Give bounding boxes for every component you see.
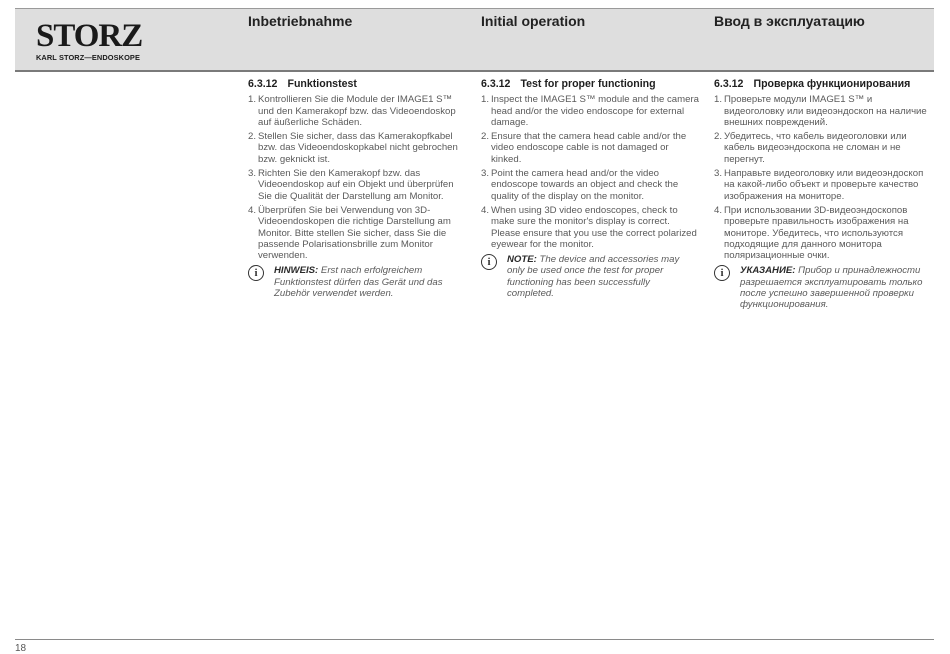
step-item [248, 205, 466, 261]
note-label: HINWEIS: [274, 265, 319, 277]
step-text: Überprüfen Sie bei Verwendung von 3D-Videoendoskopen die richtige Darstellung am Monitor. Bitte stellen Sie sicher, dass Sie die passende Polarisationsbrille zum Monitor verwenden. [258, 204, 451, 262]
step-item [481, 168, 699, 202]
section-title [714, 79, 932, 90]
info-icon: i [248, 265, 264, 281]
step-item [248, 168, 466, 202]
step-item [714, 131, 932, 165]
step-number: 2. [481, 131, 490, 143]
section-number: 6.3.12 [714, 78, 744, 90]
header-russian: Ввод в эксплуатацию [714, 13, 865, 29]
note-box [481, 254, 699, 299]
logo-wordmark: STORZ [36, 18, 143, 54]
step-number: 2. [248, 131, 257, 143]
column-english [481, 79, 699, 299]
step-item [714, 168, 932, 202]
step-text: Ensure that the camera head cable and/or the video endoscope cable is not damaged or kinked. [491, 131, 687, 165]
step-text: Inspect the IMAGE1 S™ module and the camera head and/or the video endoscope for external damage. [491, 94, 699, 128]
step-item [481, 131, 699, 165]
footer-rule [15, 639, 934, 640]
step-text: Richten Sie den Kamerakopf bzw. das Videoendoskop auf ein Objekt und überprüfen Sie die Qualität der Darstellung am Monitor. [258, 168, 454, 202]
step-item [714, 94, 932, 128]
step-number: 4. [248, 204, 257, 216]
note-box [714, 265, 932, 310]
steps-list [481, 94, 699, 250]
header-divider [15, 70, 934, 72]
section-heading: Проверка функционирования [753, 78, 911, 90]
header-english: Initial operation [481, 13, 586, 29]
step-text: Убедитесь, что кабель видеоголовки или кабель видеоэндоскопа не сломан и не перегнут. [724, 131, 907, 165]
step-number: 3. [481, 168, 490, 180]
step-item [481, 205, 699, 250]
section-title [248, 79, 466, 90]
steps-list [714, 94, 932, 261]
page-number: 18 [15, 643, 27, 654]
step-item [248, 131, 466, 165]
step-item [248, 94, 466, 128]
section-heading: Funktionstest [287, 78, 357, 90]
step-text: При использовании 3D-видеоэндоскопов проверьте правильность изображения на мониторе. Убедитесь, что используются подходящие для данного монитора поляризационные очки. [724, 204, 909, 262]
step-text: Point the camera head and/or the video endoscope towards an object and check the quality of the display on the monitor. [491, 168, 679, 202]
note-text: The device and accessories may only be used once the test for proper functioning has been successfully completed. [507, 254, 680, 300]
logo-subline: KARL STORZ—ENDOSKOPE [36, 53, 140, 62]
step-number: 2. [714, 131, 723, 143]
info-icon: i [714, 265, 730, 281]
step-text: Проверьте модули IMAGE1 S™ и видеоголовку или видеоэндоскоп на наличие внешних повреждений. [724, 94, 927, 128]
note-label: УКАЗАНИЕ: [740, 265, 796, 277]
column-german [248, 79, 466, 299]
note-text: Erst nach erfolgreichem Funktionstest dürfen das Gerät und das Zubehör verwendet werden. [274, 265, 443, 300]
section-number: 6.3.12 [248, 78, 278, 90]
step-number: 1. [248, 94, 257, 106]
step-number: 1. [481, 94, 490, 106]
column-russian [714, 79, 932, 311]
note-text: Прибор и принадлежности разрешается эксплуатировать только после успешно завершенной проверки функционирования. [740, 265, 923, 311]
info-icon: i [481, 254, 497, 270]
step-text: When using 3D video endoscopes, check to make sure the monitor's display is correct. Please ensure that you use the correct polarized eyewear for the monitor. [491, 204, 697, 250]
step-number: 3. [714, 168, 723, 180]
karl-storz-logo [36, 20, 148, 62]
steps-list [248, 94, 466, 261]
section-number: 6.3.12 [481, 78, 511, 90]
step-item [714, 205, 932, 261]
step-text: Kontrollieren Sie die Module der IMAGE1 S™ und den Kamerakopf bzw. das Videoendoskop auf äußerliche Schäden. [258, 94, 456, 128]
section-heading: Test for proper functioning [520, 78, 656, 90]
step-text: Stellen Sie sicher, dass das Kamerakopfkabel bzw. das Videoendoskopkabel nicht gebrochen bzw. geknickt ist. [258, 131, 458, 165]
step-number: 4. [714, 204, 723, 216]
header-german: Inbetriebnahme [248, 13, 353, 29]
note-label: NOTE: [507, 254, 537, 266]
step-item [481, 94, 699, 128]
section-title [481, 79, 699, 90]
step-number: 4. [481, 204, 490, 216]
note-box [248, 265, 466, 299]
step-number: 1. [714, 94, 723, 106]
step-text: Направьте видеоголовку или видеоэндоскоп на какой-либо объект и проверьте качество изображения на мониторе. [724, 168, 924, 202]
step-number: 3. [248, 168, 257, 180]
